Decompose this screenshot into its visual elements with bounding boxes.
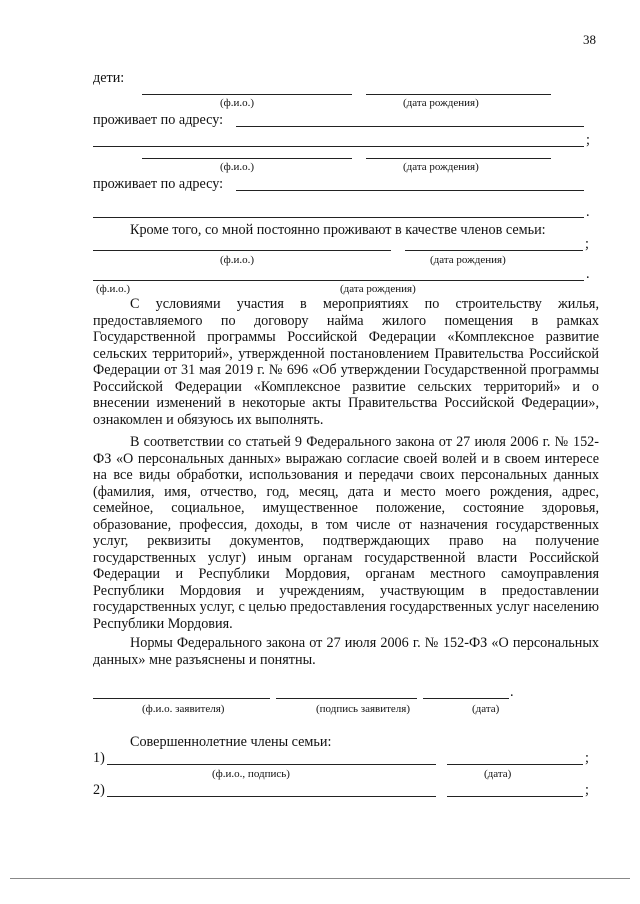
member1-line-end: ; (585, 750, 589, 766)
applicant-sign-line[interactable] (276, 698, 417, 699)
child1-address-line[interactable] (236, 126, 584, 127)
member2-line[interactable] (93, 280, 584, 281)
member2-fio-sign-line[interactable] (107, 796, 436, 797)
page-number: 38 (583, 32, 596, 47)
law-explained-paragraph: Нормы Федерального закона от 27 июля 2006 г. № 152-ФЗ «О персональных данных» мне разъяснены и понятны. (93, 635, 599, 668)
applicant-fio-hint: (ф.и.о. заявителя) (142, 703, 225, 715)
child1-birth-hint: (дата рождения) (403, 97, 479, 109)
child1-address-line-2[interactable] (93, 146, 584, 147)
applicant-line-end: . (510, 684, 514, 700)
page-bottom-rule (10, 878, 630, 879)
child2-birth-hint: (дата рождения) (403, 161, 479, 173)
member-birth-hint: (дата рождения) (430, 254, 506, 266)
child2-address-line-2[interactable] (93, 217, 584, 218)
child2-fio-hint: (ф.и.о.) (220, 161, 255, 173)
member1-date-hint: (дата) (484, 768, 512, 780)
child1-address-end: ; (586, 132, 590, 148)
child1-birth-line[interactable] (366, 94, 551, 95)
child2-address-label: проживает по адресу: (93, 176, 224, 192)
member1-number: 1) (93, 750, 105, 766)
member1-fio-sign-line[interactable] (107, 764, 436, 765)
child1-fio-line[interactable] (142, 94, 352, 95)
child2-fio-line[interactable] (142, 158, 352, 159)
child2-address-line[interactable] (236, 190, 584, 191)
child1-address-label: проживает по адресу: (93, 112, 224, 128)
family-intro: Кроме того, со мной постоянно проживают в качестве членов семьи: (130, 222, 546, 238)
member2-number: 2) (93, 782, 105, 798)
conditions-paragraph: С условиями участия в мероприятиях по строительству жилья, предоставляемого по договору найма жилого помещения в рамках Государственной программы Российской Федерации «Комплексное развитие сельских территорий», утвержденной постановлением Правительства Российской Федерации от 31 мая 2019 г. № 696 «Об утверждении Государственной программы Российской Федерации «Комплексное развитие сельских территорий» и о внесении изменений в некоторые акты Правительства Российской Федерации», ознакомлен и обязуюсь их выполнять. (93, 296, 599, 428)
applicant-date-line[interactable] (423, 698, 509, 699)
member2-number-line-end: ; (585, 782, 589, 798)
child2-birth-line[interactable] (366, 158, 551, 159)
member2-fio-hint: (ф.и.о.) (96, 283, 131, 295)
personal-data-consent-paragraph: В соответствии со статьей 9 Федерального закона от 27 июля 2006 г. № 152-ФЗ «О персональных данных» выражаю согласие своей волей и в своем интересе на все виды обработки, использования и передачи своих персональных данных (фамилия, имя, отчество, год, месяц, дата и место моего рождения, адрес, семейное, социальное, имущественное положение, состояние здоровья, образование, профессия, доходы, в том числе от назначения государственных услуг, реквизиты документов, подтверждающих право на получение государственных услуг) иным органам государственной власти Российской Федерации и Республики Мордовия, органам местного самоуправления Республики Мордовия и учреждениям, участвующим в предоставлении государственных услуг, с целью предоставления государственных услуг населению Республики Мордовия. (93, 434, 599, 632)
child2-address-end: . (586, 204, 590, 220)
child1-fio-hint: (ф.и.о.) (220, 97, 255, 109)
applicant-date-hint: (дата) (472, 703, 500, 715)
children-label: дети: (93, 70, 125, 86)
member-birth-line[interactable] (405, 250, 583, 251)
adult-members-label: Совершеннолетние члены семьи: (130, 734, 332, 750)
member-line-end: ; (585, 236, 589, 252)
member-fio-line[interactable] (93, 250, 391, 251)
applicant-sign-hint: (подпись заявителя) (316, 703, 411, 715)
member2-line-end: . (586, 266, 590, 282)
member2-date-line[interactable] (447, 796, 583, 797)
member2-birth-hint: (дата рождения) (340, 283, 416, 295)
member1-fio-sign-hint: (ф.и.о., подпись) (212, 768, 290, 780)
member-fio-hint: (ф.и.о.) (220, 254, 255, 266)
applicant-fio-line[interactable] (93, 698, 270, 699)
member1-date-line[interactable] (447, 764, 583, 765)
